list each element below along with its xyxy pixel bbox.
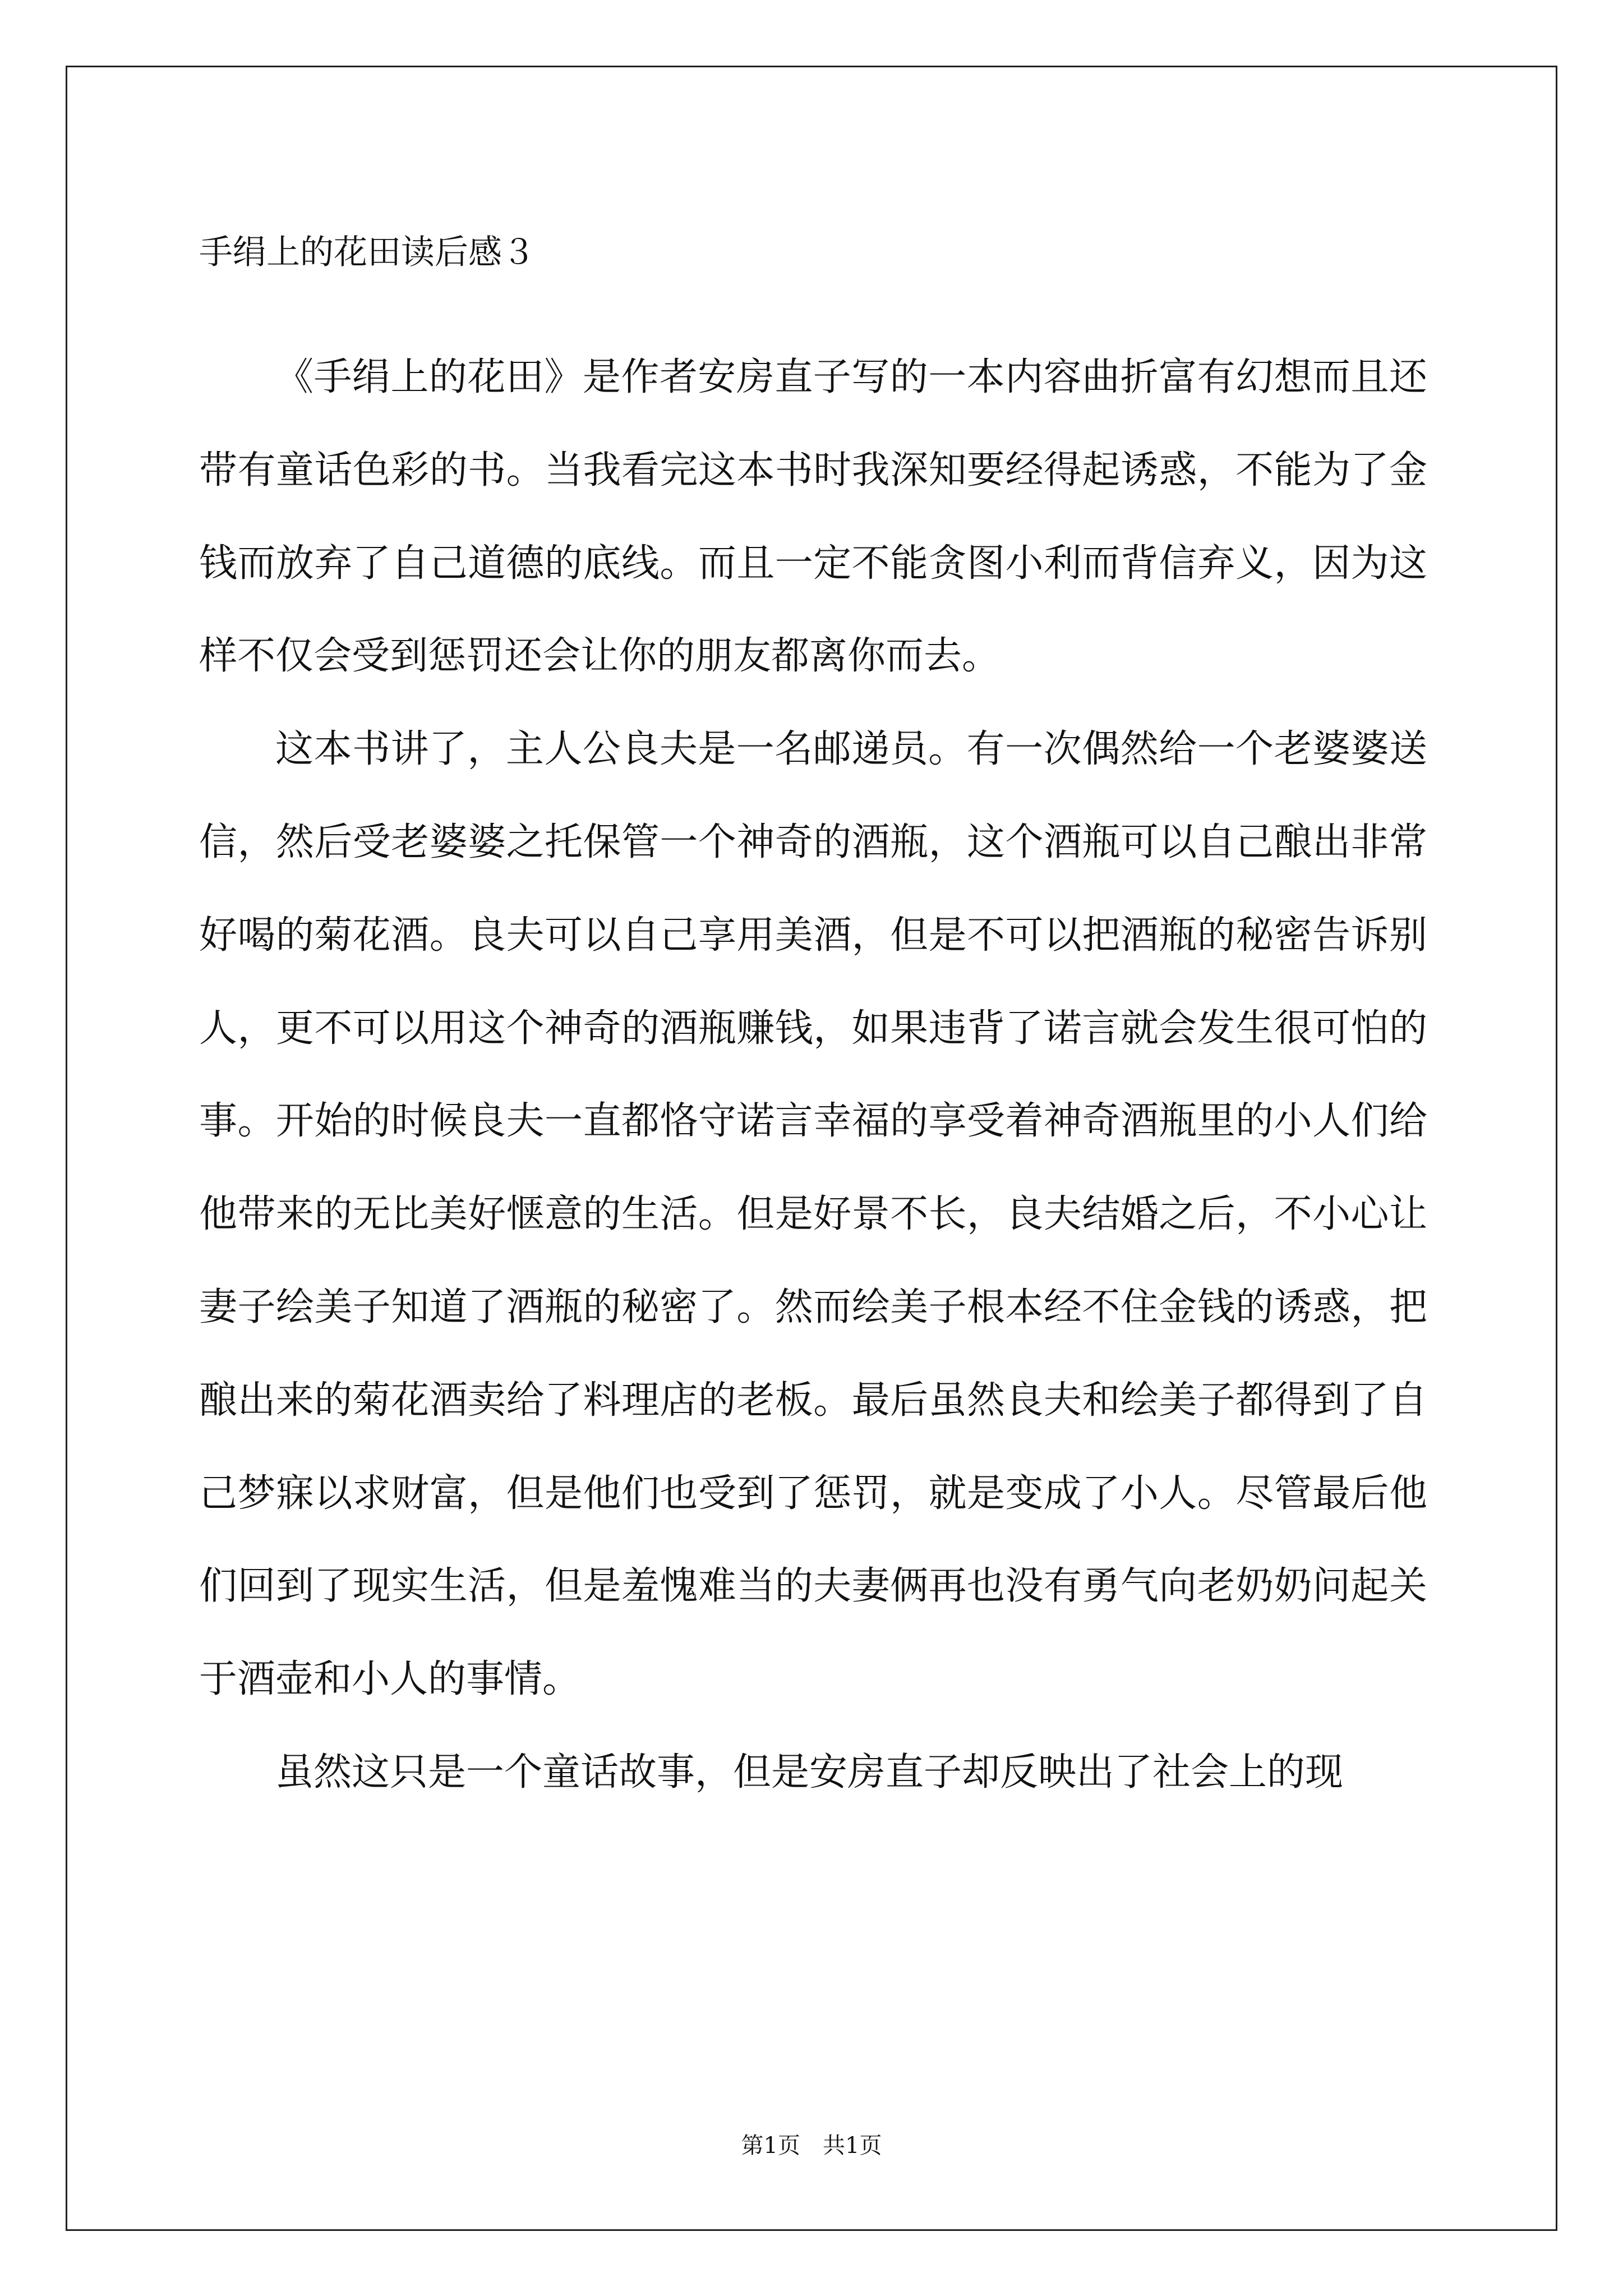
paragraph: 这本书讲了，主人公良夫是一名邮递员。有一次偶然给一个老婆婆送信，然后受老婆婆之托保管一个神奇的酒瓶，这个酒瓶可以自己酿出非常好喝的菊花酒。良夫可以自己享用美酒，但是不可以把酒瓶的秘密告诉别人，更不可以用这个神奇的酒瓶赚钱，如果违背了诺言就会发生很可怕的事。开始的时候良夫一直都恪守诺言幸福的享受着神奇酒瓶里的小人们给他带来的无比美好惬意的生活。但是好景不长，良夫结婚之后，不小心让妻子绘美子知道了酒瓶的秘密了。然而绘美子根本经不住金钱的诱惑，把酿出来的菊花酒卖给了料理店的老板。最后虽然良夫和绘美子都得到了自己梦寐以求财富，但是他们也受到了惩罚，就是变成了小人。尽管最后他们回到了现实生活，但是羞愧难当的夫妻俩再也没有勇气向老奶奶问起关于酒壶和小人的事情。: [199, 727, 1427, 1702]
document-title: 手绢上的花田读后感３: [199, 233, 536, 272]
paragraph: 《手绢上的花田》是作者安房直子写的一本内容曲折富有幻想而且还带有童话色彩的书。当我看完这本书时我深知要经得起诱惑，不能为了金钱而放弃了自己道德的底线。而且一定不能贪图小利而背信弃义，因为这样不仅会受到惩罚还会让你的朋友都离你而去。: [199, 355, 1427, 679]
paragraph: 虽然这只是一个童话故事，但是安房直子却反映出了社会上的现: [275, 1750, 1344, 1795]
page-footer: 第1页 共1页: [741, 2133, 882, 2159]
document-body: [199, 331, 1427, 1819]
